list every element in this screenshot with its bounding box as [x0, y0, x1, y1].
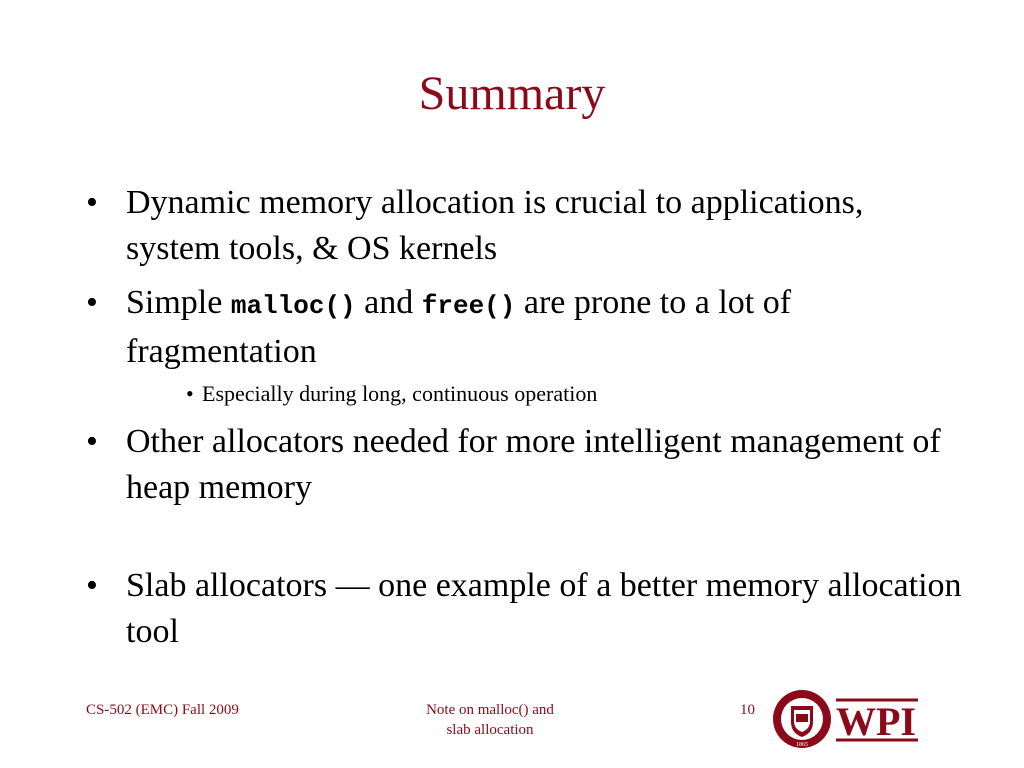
footer-topic-line2: slab allocation: [446, 722, 534, 738]
slide-title: Summary: [418, 67, 606, 120]
bullet-item: [86, 563, 966, 655]
footer-topic: [390, 700, 590, 740]
footer-course: CS-502 (EMC) Fall 2009: [86, 702, 239, 718]
bullet-text-mid: and: [355, 284, 422, 321]
sub-bullet-text: Especially during long, continuous operation: [202, 381, 598, 406]
svg-text:1865: 1865: [796, 742, 808, 748]
bullet-text: Other allocators needed for more intelligent management of heap memory: [126, 423, 941, 506]
bullet-dot-icon: •: [86, 423, 98, 460]
page-number: 10: [740, 702, 755, 718]
code-malloc: malloc(): [230, 291, 356, 321]
bullet-dot-icon: •: [86, 284, 98, 321]
bullet-list: [86, 180, 966, 663]
svg-text:WPI: WPI: [836, 699, 916, 744]
bullet-item: [86, 419, 966, 511]
bullet-text: Slab allocators — one example of a better memory allocation tool: [126, 567, 962, 650]
footer-topic-line1: Note on malloc() and: [426, 702, 554, 718]
bullet-text: Dynamic memory allocation is crucial to applications, system tools, & OS kernels: [126, 184, 864, 267]
code-free: free(): [421, 291, 516, 321]
sub-bullet-item: [186, 379, 966, 409]
bullet-item: [86, 280, 966, 375]
spacer: [86, 519, 966, 563]
bullet-text-pre: Simple: [126, 284, 231, 321]
bullet-dot-icon: •: [186, 381, 194, 406]
bullet-item: [86, 180, 966, 272]
bullet-text-post: are prone to a lot of fragmentation: [126, 284, 792, 370]
bullet-dot-icon: •: [86, 567, 98, 604]
wpi-logo-icon: [772, 686, 922, 752]
bullet-dot-icon: •: [86, 184, 98, 221]
